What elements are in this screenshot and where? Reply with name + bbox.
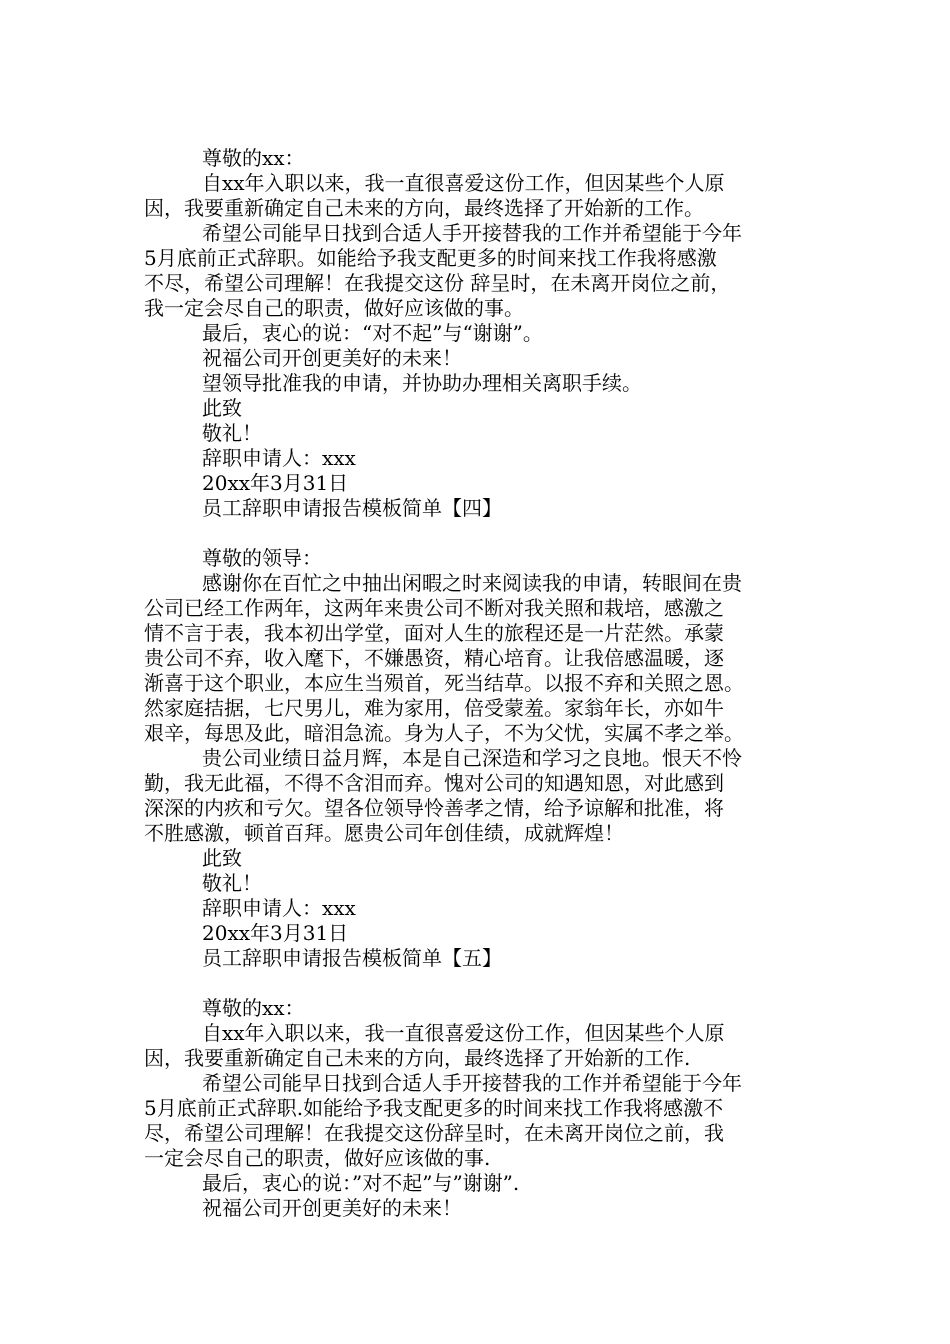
paragraph-line: 渐喜于这个职业，本应生当殒首，死当结草。以报不弃和关照之恩。 [144, 671, 744, 695]
paragraph-line: 最后，衷心的说：“对不起”与“谢谢”。 [202, 321, 543, 345]
paragraph-line: 公司已经工作两年，这两年来贵公司不断对我关照和栽培，感激之 [144, 596, 724, 620]
document-body [144, 146, 814, 1221]
blank-line [144, 521, 814, 546]
paragraph-line: 不尽，希望公司理解！在我提交这份 辞呈时，在未离开岗位之前， [144, 271, 731, 295]
paragraph-line: 祝福公司开创更美好的未来！ [202, 346, 462, 370]
closing-line: 敬礼！ [202, 871, 262, 895]
paragraph-line: 自xx年入职以来，我一直很喜爱这份工作，但因某些个人原 [202, 1021, 725, 1045]
signer-line: 辞职申请人：xxx [202, 896, 356, 920]
paragraph-line: 贵公司业绩日益月辉，本是自己深造和学习之良地。恨天不怜 [202, 746, 742, 770]
paragraph-line: 希望公司能早日找到合适人手开接替我的工作并希望能于今年 [202, 221, 742, 245]
paragraph-line: 祝福公司开创更美好的未来！ [202, 1196, 462, 1220]
greeting: 尊敬的xx： [202, 146, 305, 170]
closing-line: 此致 [202, 396, 242, 420]
paragraph-line: 感谢你在百忙之中抽出闲暇之时来阅读我的申请，转眼间在贵 [202, 571, 742, 595]
paragraph-line: 贵公司不弃，收入麾下，不嫌愚资，精心培育。让我倍感温暖，逐 [144, 646, 724, 670]
paragraph-line: 因，我要重新确定自己未来的方向，最终选择了开始新的工作. [144, 1046, 691, 1070]
blank-line [144, 971, 814, 996]
section-title: 员工辞职申请报告模板简单【五】 [202, 946, 502, 970]
greeting: 尊敬的xx： [202, 996, 305, 1020]
paragraph-line: 艰辛，每思及此，暗泪急流。身为人子，不为父忧，实属不孝之举。 [144, 721, 744, 745]
greeting: 尊敬的领导： [202, 546, 322, 570]
paragraph-line: 一定会尽自己的职责，做好应该做的事. [144, 1146, 491, 1170]
paragraph-line: 5月底前正式辞职。如能给予我支配更多的时间来找工作我将感激 [144, 246, 717, 270]
paragraph-line: 希望公司能早日找到合适人手开接替我的工作并希望能于今年 [202, 1071, 742, 1095]
paragraph-line: 5月底前正式辞职.如能给予我支配更多的时间来找工作我将感激不 [144, 1096, 724, 1120]
closing-line: 敬礼！ [202, 421, 262, 445]
paragraph-line: 自xx年入职以来，我一直很喜爱这份工作，但因某些个人原 [202, 171, 725, 195]
closing-line: 此致 [202, 846, 242, 870]
paragraph-line: 情不言于表，我本初出学堂，面对人生的旅程还是一片茫然。承蒙 [144, 621, 724, 645]
paragraph-line: 尽，希望公司理解！在我提交这份辞呈时，在未离开岗位之前，我 [144, 1121, 724, 1145]
paragraph-line: 最后，衷心的说：”对不起”与”谢谢”. [202, 1171, 520, 1195]
paragraph-line: 我一定会尽自己的职责，做好应该做的事。 [144, 296, 524, 320]
date-line: 20xx年3月31日 [202, 471, 349, 495]
date-line: 20xx年3月31日 [202, 921, 349, 945]
paragraph-line: 深深的内疚和亏欠。望各位领导怜善孝之情，给予谅解和批准，将 [144, 796, 724, 820]
section-title: 员工辞职申请报告模板简单【四】 [202, 496, 502, 520]
signer-line: 辞职申请人：xxx [202, 446, 356, 470]
paragraph-line: 勤，我无此福，不得不含泪而弃。愧对公司的知遇知恩，对此感到 [144, 771, 724, 795]
paragraph-line: 因，我要重新确定自己未来的方向，最终选择了开始新的工作。 [144, 196, 704, 220]
paragraph-line: 望领导批准我的申请，并协助办理相关离职手续。 [202, 371, 642, 395]
paragraph-line: 不胜感激，顿首百拜。愿贵公司年创佳绩，成就辉煌！ [144, 821, 624, 845]
paragraph-line: 然家庭拮据，七尺男儿，难为家用，倍受蒙羞。家翁年长，亦如牛 [144, 696, 724, 720]
